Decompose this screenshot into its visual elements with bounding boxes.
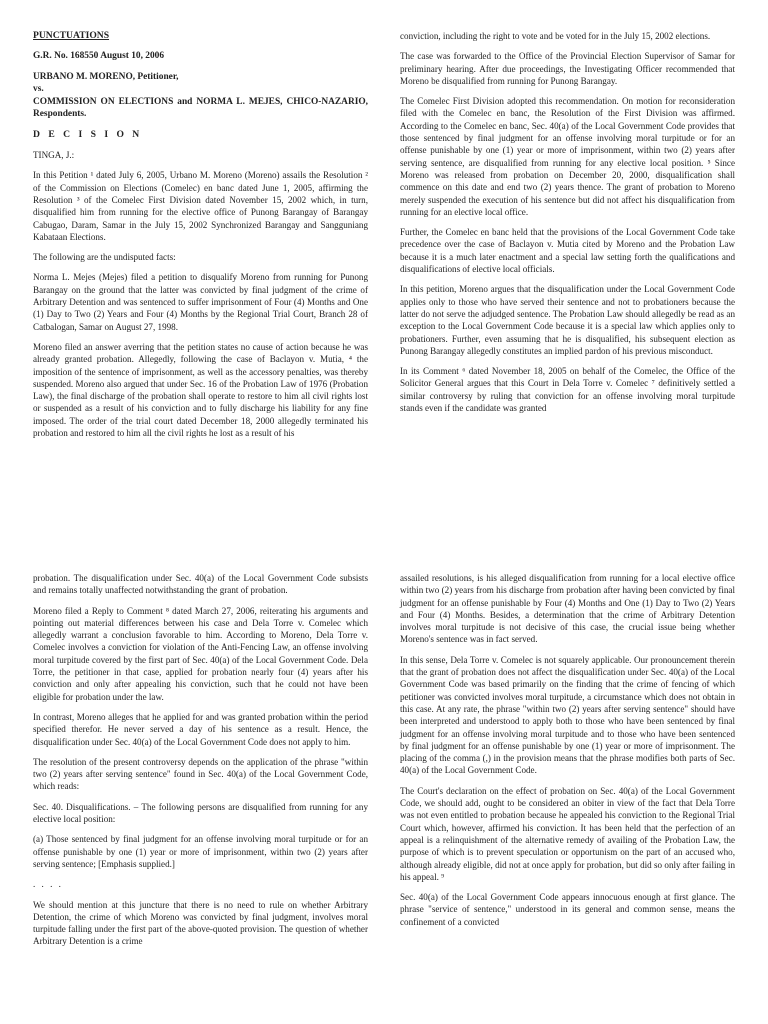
- paragraph: In its Comment ⁶ dated November 18, 2005 on behalf of the Comelec, the Office of the Solicitor General argues that this Court in Dela Torre v. Comelec ⁷ definitively settled a similar controversy by ruling that conviction for an offense involving moral turpitude stands even if the candidate was granted: [400, 366, 735, 414]
- paragraph: Further, the Comelec en banc held that the provisions of the Local Government Code take precedence over the case of Baclayon v. Mutia cited by Moreno and the Probation Law because it is a much later enactment and a special law setting forth the qualifications and disqualifications of elective local officials.: [400, 227, 735, 275]
- paragraph: conviction, including the right to vote and be voted for in the July 15, 2002 elections.: [400, 31, 711, 41]
- page1-left-column: [33, 30, 368, 447]
- statute-text: (a) Those sentenced by final judgment for an offense involving moral turpitude or for an offense punishable by one (1) year or more of imprisonment, within two (2) years after serving sentence; [Emphasis supplied.]: [33, 834, 368, 869]
- respondents: COMMISSION ON ELECTIONS and NORMA L. MEJES, CHICO-NAZARIO, Respondents.: [33, 96, 368, 120]
- paragraph: The case was forwarded to the Office of the Provincial Election Supervisor of Samar for preliminary hearing. After due proceedings, the Investigating Officer recommended that Moreno be disqualified from running for Punong Barangay.: [400, 51, 735, 86]
- paragraph: assailed resolutions, is his alleged disqualification from running for a local elective office within two (2) years from his discharge from probation after having been convicted by final judgment for an offense punishable by Four (4) Months and One (1) Day to Two (2) Years and Four (4) Months. Besides, a determination that the crime of Arbitrary Detention involves moral turpitude is not decisive of this case, the crucial issue being whether Moreno's sentence was in fact served.: [400, 573, 735, 645]
- document-title: PUNCTUATIONS: [33, 30, 110, 41]
- paragraph: In this sense, Dela Torre v. Comelec is not squarely applicable. Our pronouncement therein that the grant of probation does not affect the disqualification under Sec. 40(a) of the Local Government Code was based primarily on the finding that the crime of fencing of which petitioner was convicted involves moral turpitude, a circumstance which does not obtain in this case. At any rate, the phrase "within two (2) years after serving sentence" should have been interpreted and understood to apply both to those who have been sentenced by final judgment for an offense involving moral turpitude and to those who have been sentenced by final judgment for an offense punishable by one (1) year or more of imprisonment. The placing of the comma (,) in the provision means that the phrase modifies both parts of Sec. 40(a) of the Local Government Code.: [400, 654, 735, 776]
- paragraph: In contrast, Moreno alleges that he applied for and was granted probation within the period specified therefor. He never served a day of his sentence as a result. Hence, the disqualification under Sec. 40(a) of the Local Government Code does not apply to him.: [33, 711, 368, 747]
- petitioner: URBANO M. MORENO, Petitioner,: [33, 71, 179, 82]
- page2-right-column: [400, 572, 735, 936]
- page2-left-column: [33, 572, 368, 956]
- case-parties: [33, 71, 368, 121]
- paragraph: The following are the undisputed facts:: [33, 252, 176, 263]
- paragraph: Moreno filed an answer averring that the petition states no cause of action because he was already granted probation. Allegedly, following the case of Baclayon v. Mutia, ⁴ the imposition of the sentence of imprisonment, as well as the accessory penalties, was thereby suspended. Moreno also argued that under Sec. 16 of the Probation Law of 1976 (Probation Law), the final discharge of the probation shall operate to restore to him all civil rights lost or suspended as a result of his conviction and to fully discharge his liability for any fine imposed. The order of the trial court dated December 18, 2000 allegedly terminated his probation and restored to him all the civil rights he lost as a result of his: [33, 341, 368, 439]
- paragraph: Norma L. Mejes (Mejes) filed a petition to disqualify Moreno from running for Punong Barangay on the ground that the latter was convicted by final judgment of the crime of Arbitrary Detention and was sentenced to suffer imprisonment of Four (4) Months and One (1) Day to Two (2) Years and Four (4) Months by the Regional Trial Court, Branch 28 of Catbalogan, Samar on August 27, 1998.: [33, 272, 368, 332]
- case-number: G.R. No. 168550 August 10, 2006: [33, 51, 165, 62]
- paragraph: We should mention at this juncture that there is no need to rule on whether Arbitrary Detention, the crime of which Moreno was convicted by final judgment, involves moral turpitude falling under the first part of the above-quoted provision. The question of whether Arbitrary Detention is a crime: [33, 899, 368, 947]
- decision-heading: D E C I S I O N: [33, 128, 143, 140]
- page1-right-column: [400, 30, 735, 422]
- document-page-2: [0, 512, 768, 1024]
- paragraph: In this Petition ¹ dated July 6, 2005, Urbano M. Moreno (Moreno) assails the Resolution ² of the Commission on Elections (Comelec) en banc dated June 1, 2005, affirming the Resolution ³ of the Comelec First Division dated November 15, 2002 which, in turn, disqualified him from running for the elective office of Punong Barangay of Barangay Cabugao, Daram, Samar in the July 15, 2002 Synchronized Barangay and Sangguniang Kabataan Elections.: [33, 170, 368, 242]
- paragraph: The resolution of the present controversy depends on the application of the phrase "within two (2) years after serving sentence" found in Sec. 40(a) of the Local Government Code, which reads:: [33, 756, 368, 792]
- paragraph: The Court's declaration on the effect of probation on Sec. 40(a) of the Local Government Code, we should add, ought to be considered an obiter in view of the fact that Dela Torre was not even entitled to probation because he appealed his conviction to the Regional Trial Court which, however, affirmed his conviction. It has been held that the perfection of an appeal is a relinquishment of the alternative remedy of availing of the Probation Law, the purpose of which is to prevent speculation or opportunism on the part of an accused who, although already eligible, did not at once apply for probation, but did so only after failing in his appeal. ⁹: [400, 785, 735, 882]
- paragraph: In this petition, Moreno argues that the disqualification under the Local Government Code applies only to those who have served their sentence and not to probationers because the latter do not serve the adjudged sentence. The Probation Law should allegedly be read as an exception to the Local Government Code because it is a special law which applies only to probationers. Further, even assuming that he is disqualified, his subsequent election as Punong Barangay allegedly constitutes an implied pardon of his previous misconduct.: [400, 284, 735, 356]
- paragraph: Moreno filed a Reply to Comment ⁸ dated March 27, 2006, reiterating his arguments and pointing out material differences between his case and Dela Torre v. Comelec which allegedly warrant a conclusion favorable to him. According to Moreno, Dela Torre v. Comelec involves a conviction for violation of the Anti-Fencing Law, an offense involving moral turpitude covered by the first part of Sec. 40(a) of the Local Government Code. Dela Torre, the petitioner in that case, applied for probation nearly four (4) years after his conviction and only after appealing his conviction, such that he could not have been eligible for probation under the law.: [33, 605, 368, 702]
- versus: vs.: [33, 84, 44, 95]
- ponente: TINGA, J.:: [33, 150, 75, 161]
- paragraph: The Comelec First Division adopted this recommendation. On motion for reconsideration filed with the Comelec en banc, the Resolution of the First Division was affirmed. According to the Comelec en banc, Sec. 40(a) of the Local Government Code provides that those sentenced by final judgment for an offense involving moral turpitude or for an offense punishable by one (1) year or more of imprisonment, within two (2) years after serving sentence, are disqualified from running for any elective local position. ⁵ Since Moreno was released from probation on December 20, 2000, disqualification shall commence on this date and end two (2) years thence. The grant of probation to Moreno merely suspended the execution of his sentence but did not affect his disqualification from running for an elective local office.: [400, 96, 735, 217]
- ellipsis: . . . .: [33, 879, 63, 890]
- paragraph: Sec. 40(a) of the Local Government Code appears innocuous enough at first glance. The phrase "service of sentence," understood in its general and common sense, means the confinement of a convicted: [400, 892, 735, 927]
- statute-heading: Sec. 40. Disqualifications. – The following persons are disqualified from running for any elective local position:: [33, 801, 368, 825]
- paragraph: probation. The disqualification under Sec. 40(a) of the Local Government Code subsists and remains totally unaffected notwithstanding the grant of probation.: [33, 573, 368, 596]
